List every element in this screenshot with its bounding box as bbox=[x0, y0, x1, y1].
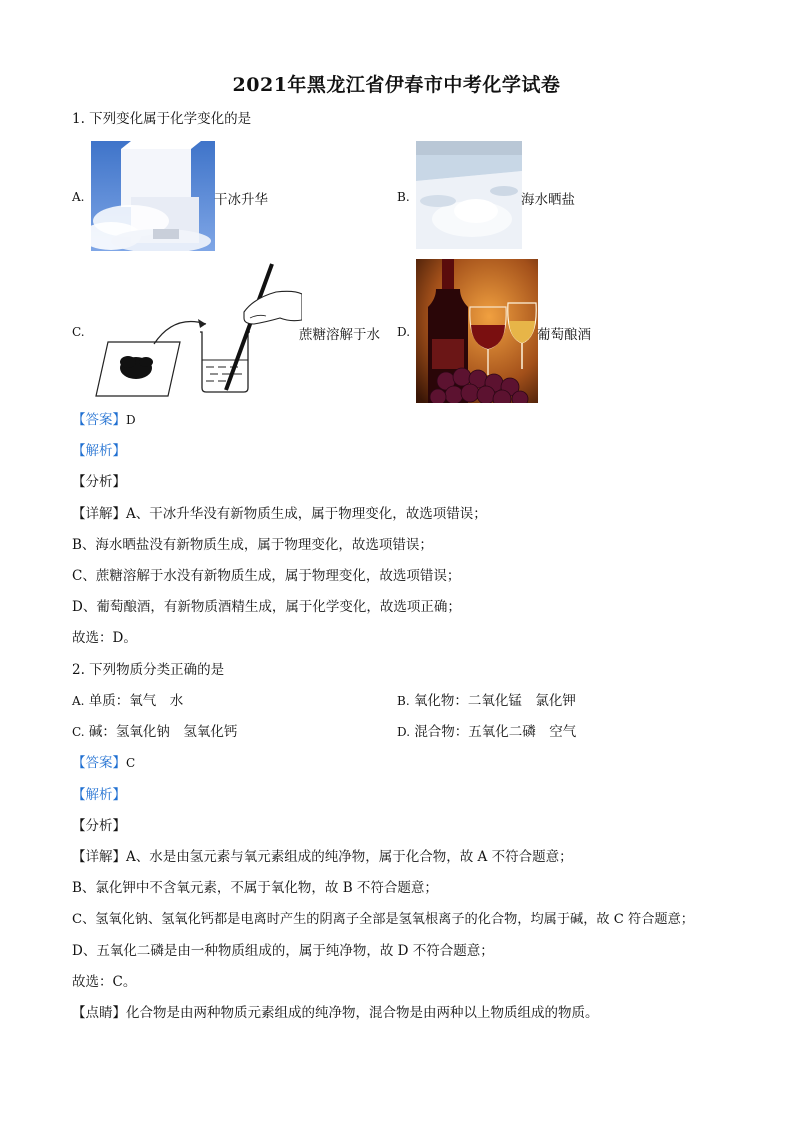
q1-answer-tag: 【答案】 bbox=[72, 412, 126, 428]
q2-option-c bbox=[72, 723, 237, 741]
q1-option-c-caption: 蔗糖溶解于水 bbox=[299, 327, 380, 343]
dry-ice-photo bbox=[91, 141, 215, 251]
q2-detail-line-2: B、氯化钾中不含氧元素，不属于氧化物，故 B 不符合题意； bbox=[72, 880, 438, 896]
q1-conclusion: 故选：D。 bbox=[72, 630, 137, 646]
q1-option-a-letter: A. bbox=[72, 190, 85, 204]
q2-answer bbox=[72, 754, 135, 772]
q2-option-b-letter: B. bbox=[397, 694, 410, 708]
sea-salt-photo bbox=[416, 141, 522, 249]
q2-option-a-text: 单质：氧气 水 bbox=[88, 693, 184, 709]
q1-option-c-letter: C. bbox=[72, 325, 85, 339]
q1-detail-tag: 【详解】 bbox=[72, 506, 126, 522]
q2-fenxi-tag: 【分析】 bbox=[72, 818, 126, 834]
q1-option-b-letter: B. bbox=[397, 190, 410, 204]
q2-option-a bbox=[72, 692, 183, 710]
q1-analysis-tag: 【解析】 bbox=[72, 443, 126, 459]
q2-detail-line-1 bbox=[72, 848, 573, 866]
q1-detail-text-1: A、干冰升华没有新物质生成，属于物理变化，故选项错误； bbox=[126, 506, 487, 522]
q2-conclusion: 故选：C。 bbox=[72, 974, 137, 990]
q2-analysis-tag: 【解析】 bbox=[72, 787, 126, 803]
q2-detail-tag: 【详解】 bbox=[72, 849, 126, 865]
q2-option-c-text: 碱：氢氧化钠 氢氧化钙 bbox=[88, 724, 238, 740]
q1-detail-line-4: D、葡萄酿酒，有新物质酒精生成，属于化学变化，故选项正确； bbox=[72, 599, 461, 615]
q1-answer-value: D bbox=[126, 413, 136, 427]
q2-answer-tag: 【答案】 bbox=[72, 755, 126, 771]
q1-fenxi-tag: 【分析】 bbox=[72, 474, 126, 490]
q2-option-d-letter: D. bbox=[397, 725, 411, 739]
q2-option-a-letter: A. bbox=[72, 694, 85, 708]
q1-answer bbox=[72, 411, 136, 429]
q2-option-d-text: 混合物：五氧化二磷 空气 bbox=[414, 724, 577, 740]
q2-option-c-letter: C. bbox=[72, 725, 85, 739]
q2-option-b bbox=[397, 692, 576, 710]
page-title: 2021年黑龙江省伊春市中考化学试卷 bbox=[232, 74, 561, 96]
q1-detail-line-1 bbox=[72, 505, 487, 523]
q1-detail-line-2: B、海水晒盐没有新物质生成，属于物理变化，故选项错误； bbox=[72, 537, 433, 553]
q2-detail-line-3: C、氢氧化钠、氢氧化钙都是电离时产生的阴离子全部是氢氧根离子的化合物，均属于碱，故 C 符合题意； bbox=[72, 912, 694, 927]
q1-option-d-caption: 葡萄酿酒 bbox=[537, 327, 591, 343]
question-1-stem: 1. 下列变化属于化学变化的是 bbox=[72, 111, 252, 127]
q2-dianjing-tag: 【点睛】 bbox=[72, 1005, 126, 1021]
q1-option-b-caption: 海水晒盐 bbox=[521, 192, 575, 208]
wine-photo bbox=[416, 259, 538, 403]
q2-answer-value: C bbox=[126, 756, 136, 770]
sugar-dissolving-diagram bbox=[94, 262, 302, 398]
q2-dianjing-text: 化合物是由两种物质元素组成的纯净物，混合物是由两种以上物质组成的物质。 bbox=[126, 1005, 599, 1021]
q1-detail-line-3: C、蔗糖溶解于水没有新物质生成，属于物理变化，故选项错误； bbox=[72, 568, 461, 584]
q2-detail-text-1: A、水是由氢元素与氧元素组成的纯净物，属于化合物，故 A 不符合题意； bbox=[126, 849, 573, 865]
q1-option-d-letter: D. bbox=[397, 325, 411, 339]
q2-option-d bbox=[397, 723, 576, 741]
q2-option-b-text: 氧化物：二氧化锰 氯化钾 bbox=[413, 693, 576, 709]
question-2-stem: 2. 下列物质分类正确的是 bbox=[72, 662, 225, 678]
q2-detail-line-4: D、五氧化二磷是由一种物质组成的，属于纯净物，故 D 不符合题意； bbox=[72, 943, 494, 959]
q1-option-a-caption: 干冰升华 bbox=[214, 192, 268, 208]
q2-dianjing bbox=[72, 1004, 599, 1022]
